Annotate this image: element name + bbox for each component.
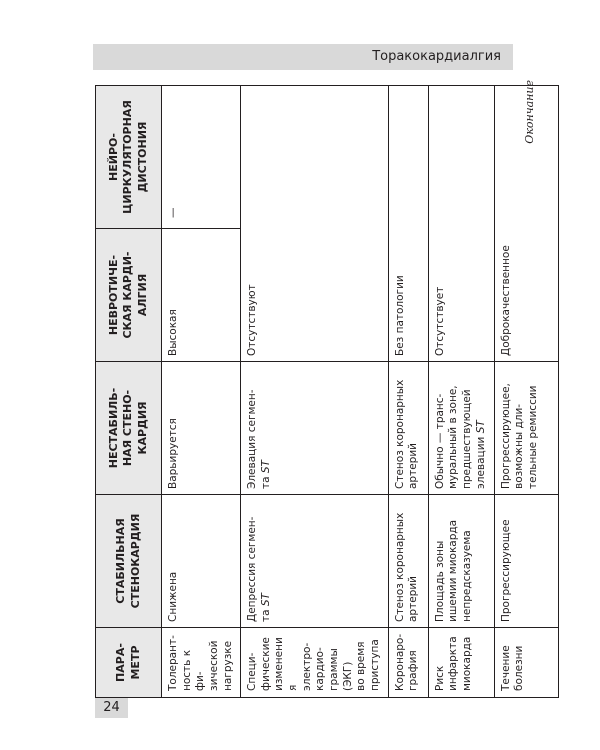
cell-param [241, 628, 388, 698]
cell-stable [494, 495, 558, 628]
cell-text: Течение болезни [499, 645, 526, 691]
cell-stable [162, 495, 241, 628]
cell-param [428, 628, 494, 698]
header-ncd-text: НЕЙРО- ЦИРКУЛЯТОРНАЯ ДИСТОНИЯ [107, 100, 149, 214]
cell-shared [494, 86, 558, 362]
continuation-label: Окончание [523, 80, 536, 144]
cell-unstable [241, 362, 388, 495]
cell-stable [428, 495, 494, 628]
header-unstable-text: НЕСТАБИЛЬ- НАЯ СТЕНО- КАРДИЯ [107, 387, 149, 469]
cell-text: Доброкачественное [499, 245, 512, 356]
header-unstable [96, 362, 162, 495]
cell-text: Высокая [167, 309, 179, 356]
st-segment-italic: ST [259, 593, 272, 607]
cell-text: Стеноз коронарных артерий [393, 512, 420, 622]
cell-text: Площадь зоны ишемии миокарда непредсказуема [433, 519, 473, 622]
cell-text: Обычно — транс- муральный в зоне, предшествующей элевации [433, 385, 487, 489]
cell-param [388, 628, 428, 698]
cell-shared [241, 86, 388, 362]
header-stable-text: СТАБИЛЬНАЯ СТЕНОКАРДИЯ [114, 513, 142, 609]
cell-text: Прогрессирующее, возможны дли- тельные ремиссии [499, 383, 539, 489]
comparison-table [95, 85, 559, 698]
table-header-row [96, 86, 162, 698]
cell-shared [388, 86, 428, 362]
cell-text: Снижена [167, 571, 179, 622]
header-neurotic-text: НЕВРОТИЧЕ- СКАЯ КАРДИ- АЛГИЯ [107, 251, 149, 339]
cell-param [494, 628, 558, 698]
cell-text: Депрессия сегмен- та [246, 516, 272, 622]
cell-unstable [494, 362, 558, 495]
cell-shared [428, 86, 494, 362]
cell-text: Отсутствуют [246, 284, 259, 356]
cell-unstable [388, 362, 428, 495]
cell-neurotic [162, 229, 241, 362]
header-title: Торакокардиалгия [372, 49, 501, 64]
cell-text: Коронаро- графия [393, 633, 420, 691]
running-header [93, 44, 513, 70]
cell-ncd [162, 86, 241, 229]
cell-text: Элевация сегмен- та [246, 389, 272, 489]
header-param [96, 628, 162, 698]
cell-text: Специ- фические изменения электро- кардио- граммы (ЭКГ) во время приступа [246, 637, 381, 691]
cell-stable [388, 495, 428, 628]
cell-stable [241, 495, 388, 628]
header-ncd [96, 86, 162, 229]
header-param-text: ПАРА- МЕТР [114, 643, 142, 682]
st-segment-italic: ST [474, 420, 487, 434]
page-number [95, 698, 128, 718]
cell-text: Риск инфаркта миокарда [433, 636, 473, 691]
cell-text: Прогрессирующее [499, 519, 512, 622]
cell-unstable [428, 362, 494, 495]
cell-text: Без патологии [393, 275, 406, 356]
cell-text: Отсутствует [433, 286, 446, 356]
table-row [494, 86, 558, 698]
cell-param [162, 628, 241, 698]
st-segment-italic: ST [259, 460, 272, 474]
page-number-text: 24 [103, 700, 120, 715]
table-row [428, 86, 494, 698]
cell-unstable [162, 362, 241, 495]
cell-text: Толерант- ность к фи- зической нагрузке [167, 635, 234, 691]
cell-text: — [167, 207, 179, 218]
cell-text: Стеноз коронарных артерий [393, 379, 420, 489]
table-row [162, 86, 241, 698]
header-neurotic [96, 229, 162, 362]
table-row [241, 86, 388, 698]
header-stable [96, 495, 162, 628]
table-row [388, 86, 428, 698]
cell-text: Варьируется [167, 418, 179, 489]
